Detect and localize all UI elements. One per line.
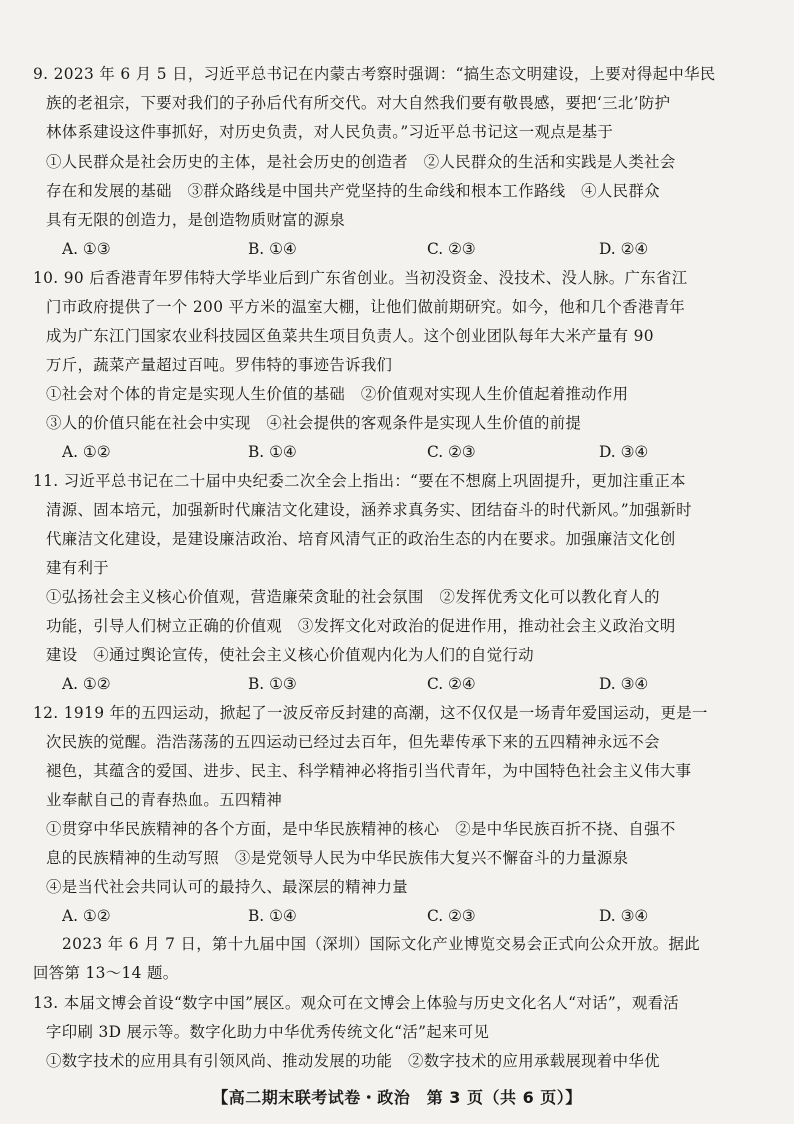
material-line: 回答第 13～14 题。 [33,964,179,982]
statement-line: ①弘扬社会主义核心价值观，营造廉荣贪耻的社会氛围 ②发挥优秀文化可以教化育人的 [46,588,660,606]
question-stem-line: 次民族的觉醒。浩浩荡荡的五四运动已经过去百年，但先辈传承下来的五四精神永远不会 [46,733,660,751]
option-c: C. ②③ [427,907,476,925]
statement-line: 具有无限的创造力，是创造物质财富的源泉 [46,211,346,229]
question-stem-line: 族的老祖宗，下要对我们的子孙后代有所交代。对大自然我们要有敬畏感，要把‘三北’防护 [46,94,671,112]
question-stem-line: 成为广东江门国家农业科技园区鱼菜共生项目负责人。这个创业团队每年大米产量有 90 [46,327,654,345]
option-b: B. ①③ [248,675,297,693]
option-d: D. ③④ [599,907,649,925]
option-b: B. ①④ [248,907,297,925]
statement-line: ④是当代社会共同认可的最持久、最深层的精神力量 [46,878,409,896]
option-c: C. ②③ [427,240,476,258]
option-c: C. ②③ [427,443,476,461]
question-stem-line: 万斤，蔬菜产量超过百吨。罗伟特的事迹告诉我们 [46,356,393,374]
statement-line: ①人民群众是社会历史的主体，是社会历史的创造者 ②人民群众的生活和实践是人类社会 [46,153,676,171]
question-stem-line: 建有利于 [46,559,109,577]
option-c: C. ②④ [427,675,476,693]
question-stem-line: 12. 1919 年的五四运动，掀起了一波反帝反封建的高潮，这不仅仅是一场青年爱国运动，更是一 [33,704,708,722]
question-stem-line: 代廉洁文化建设，是建设廉洁政治、培育风清气正的政治生态的内在要求。加强廉洁文化创 [46,530,676,548]
question-stem-line: 褪色，其蕴含的爱国、进步、民主、科学精神必将指引当代青年，为中国特色社会主义伟大事 [46,762,692,780]
question-stem-line: 林体系建设这件事抓好，对历史负责，对人民负责。”习近平总书记这一观点是基于 [46,123,614,141]
statement-line: ①数字技术的应用具有引领风尚、推动发展的功能 ②数字技术的应用承载展现着中华优 [46,1052,660,1070]
statement-line: 建设 ④通过舆论宣传，使社会主义核心价值观内化为人们的自觉行动 [46,646,534,664]
option-d: D. ③④ [599,443,649,461]
option-a: A. ①② [62,443,111,461]
question-stem-line: 业奉献自己的青春热血。五四精神 [46,791,283,809]
option-d: D. ②④ [599,240,649,258]
page-footer: 【高二期末联考试卷・政治 第 3 页（共 6 页）】 [212,1088,582,1107]
option-d: D. ③④ [599,675,649,693]
question-stem-line: 11. 习近平总书记在二十届中央纪委二次全会上指出：“要在不想腐上巩固提升，更加注重正本 [33,472,686,490]
statement-line: ①社会对个体的肯定是实现人生价值的基础 ②价值观对实现人生价值起着推动作用 [46,385,629,403]
option-a: A. ①② [62,675,111,693]
statement-line: 功能，引导人们树立正确的价值观 ③发挥文化对政治的促进作用，推动社会主义政治文明 [46,617,676,635]
statement-line: ①贯穿中华民族精神的各个方面，是中华民族精神的核心 ②是中华民族百折不挠、自强不 [46,820,676,838]
question-stem-line: 门市政府提供了一个 200 平方米的温室大棚，让他们做前期研究。如今，他和几个香港青年 [46,298,686,316]
question-stem-line: 10. 90 后香港青年罗伟特大学毕业后到广东省创业。当初没资金、没技术、没人脉。广东省江 [33,269,688,287]
statement-line: 存在和发展的基础 ③群众路线是中国共产党坚持的生命线和根本工作路线 ④人民群众 [46,182,660,200]
option-b: B. ①④ [248,443,297,461]
statement-line: 息的民族精神的生动写照 ③是党领导人民为中华民族伟大复兴不懈奋斗的力量源泉 [46,849,629,867]
material-line: 2023 年 6 月 7 日，第十九届中国（深圳）国际文化产业博览交易会正式向公众开放。据此 [62,935,700,953]
question-stem-line: 清源、固本培元，加强新时代廉洁文化建设，涵养求真务实、团结奋斗的时代新风。”加强新时 [46,501,692,519]
question-stem-line: 13. 本届文博会首设“数字中国”展区。观众可在文博会上体验与历史文化名人“对话”，观看活 [33,994,680,1012]
statement-line: ③人的价值只能在社会中实现 ④社会提供的客观条件是实现人生价值的前提 [46,414,582,432]
option-b: B. ①④ [248,240,297,258]
question-stem-line: 9. 2023 年 6 月 5 日，习近平总书记在内蒙古考察时强调：“搞生态文明建设，上要对得起中华民 [33,65,716,83]
question-stem-line: 字印刷 3D 展示等。数字化助力中华优秀传统文化“活”起来可见 [46,1023,490,1041]
option-a: A. ①③ [62,240,111,258]
option-a: A. ①② [62,907,111,925]
